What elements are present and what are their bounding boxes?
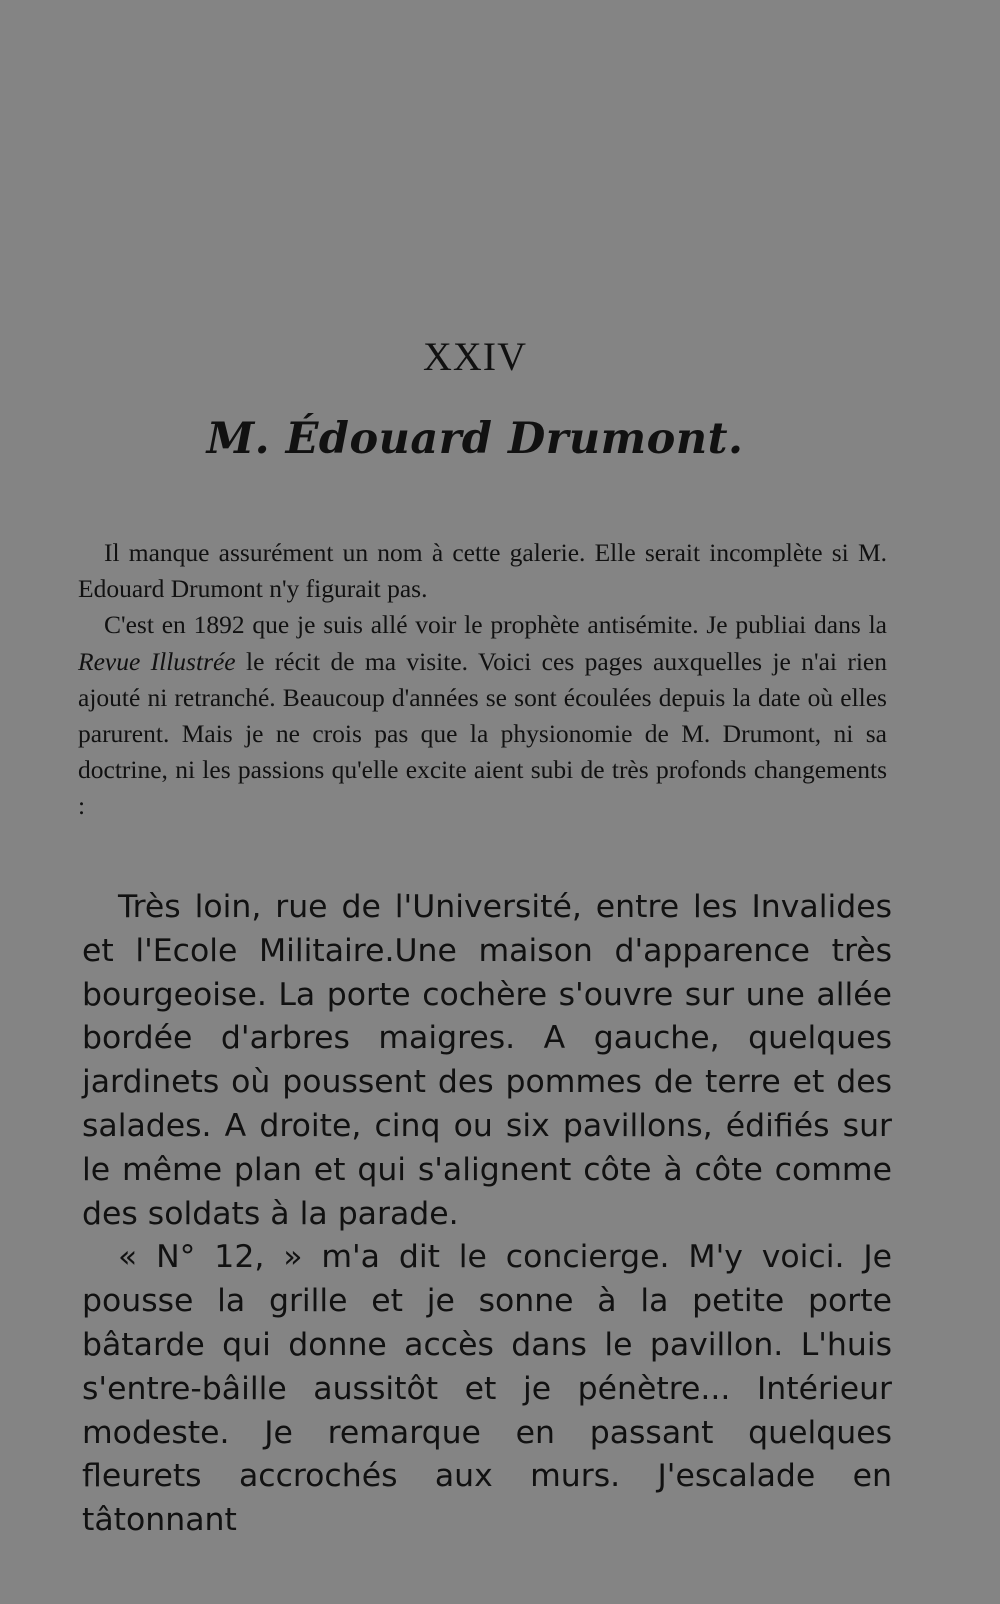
intro-paragraph: Il manque assurément un nom à cette galerie. Elle serait incomplète si M. Edouard Drumont n'y figurait pas. bbox=[78, 538, 887, 604]
chapter-number: XXIV bbox=[423, 334, 527, 379]
intro-text bbox=[78, 535, 887, 825]
intro-paragraph bbox=[78, 607, 887, 824]
chapter-title: M. Édouard Drumont. bbox=[206, 414, 744, 464]
intro-text-run: C'est en 1892 que je suis allé voir le prophète antisémite. Je publiai dans la bbox=[104, 610, 887, 640]
journal-title: Revue Illustrée bbox=[78, 646, 236, 676]
intro-text-run: le récit de ma visite. Voici ces pages auxquelles je n'ai rien ajouté ni retranché. Beaucoup d'années se sont écoulées depuis la date où elles parurent. Mais je ne crois pas que la physionomie de M. Drumont, ni sa doctrine, ni les passions qu'elle excite aient subi de très profonds changements : bbox=[78, 646, 887, 821]
body-text bbox=[82, 886, 892, 1543]
body-paragraph: « N° 12, » m'a dit le concierge. M'y voici. Je pousse la grille et je sonne à la petite porte bâtarde qui donne accès dans le pavillon. L'huis s'entre-bâille aussitôt et je pénètre... Intérieur modeste. Je remarque en passant quelques fleurets accrochés aux murs. J'escalade en tâtonnant bbox=[82, 1239, 892, 1539]
body-paragraph: Très loin, rue de l'Université, entre les Invalides et l'Ecole Militaire.Une maison d'apparence très bourgeoise. La porte cochère s'ouvre sur une allée bordée d'arbres maigres. A gauche, quelques jardinets où poussent des pommes de terre et des salades. A droite, cinq ou six pavillons, édifiés sur le même plan et qui s'alignent côte à côte comme des soldats à la parade. bbox=[82, 889, 892, 1232]
